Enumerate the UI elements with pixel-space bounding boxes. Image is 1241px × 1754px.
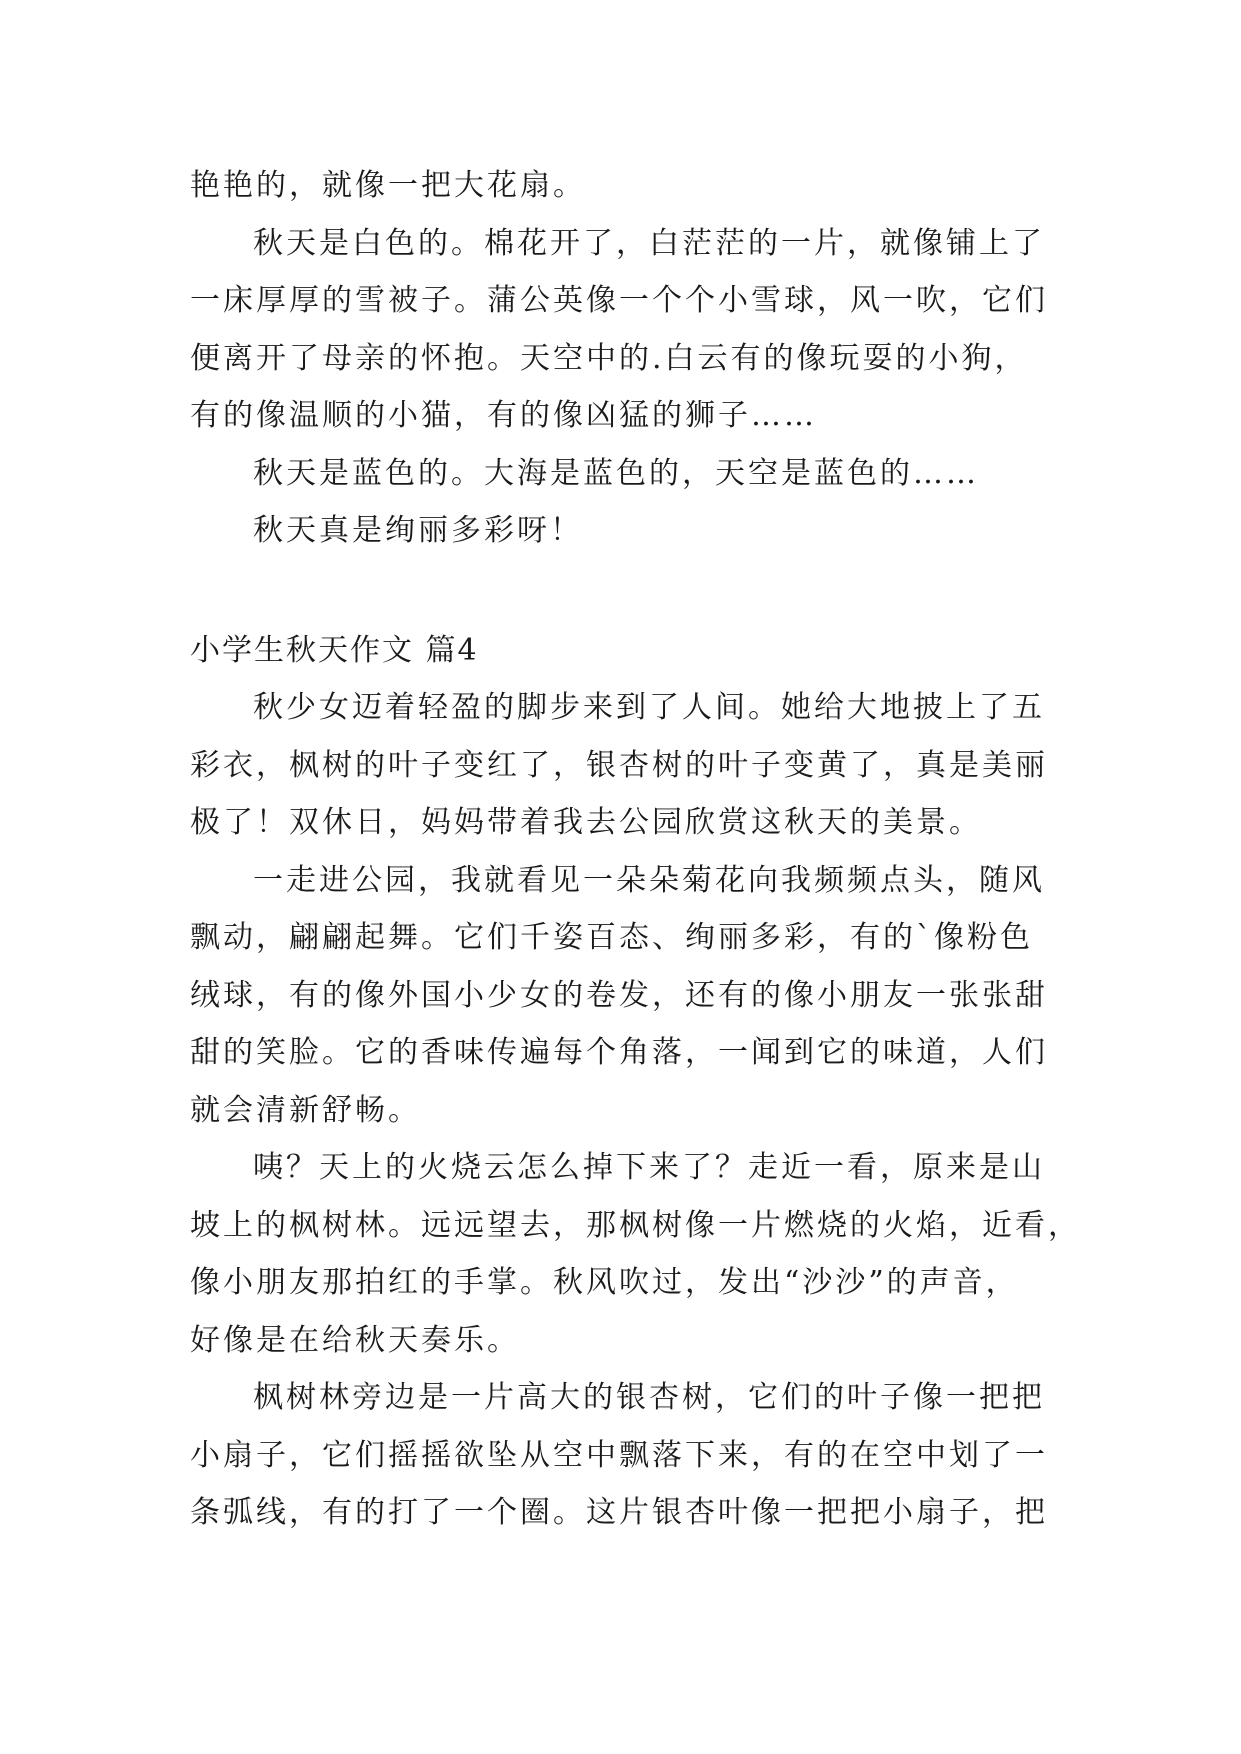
text-line: 就会清新舒畅。 — [190, 1092, 421, 1128]
text-line: 便离开了母亲的怀抱。天空中的.白云有的像玩耍的小狗， — [190, 340, 1028, 376]
text-line: 小扇子，它们摇摇欲坠从空中飘落下来，有的在空中划了一 — [190, 1437, 1048, 1473]
paragraph-start-line: 秋天是白色的。棉花开了，白茫茫的一片，就像铺上了 — [253, 225, 1045, 261]
document-body — [190, 157, 1081, 1542]
paragraph-start-line: 枫树林旁边是一片高大的银杏树，它们的叶子像一把把 — [253, 1380, 1045, 1415]
paragraph-start-line: 一走进公园，我就看见一朵朵菊花向我频频点头，随风 — [253, 862, 1045, 898]
section-spacer — [190, 560, 1070, 622]
text-line: 一床厚厚的雪被子。蒲公英像一个个小雪球，风一吹，它们 — [190, 283, 1048, 318]
text-line: 条弧线，有的打了一个圈。这片银杏叶像一把把小扇子，把 — [190, 1495, 1048, 1530]
text-line: 坡上的枫树林。远远望去，那枫树像一片燃烧的火焰，近看， — [190, 1207, 1081, 1243]
text-line: 好像是在给秋天奏乐。 — [190, 1322, 520, 1358]
text-line: 彩衣，枫树的叶子变红了，银杏树的叶子变黄了，真是美丽 — [190, 747, 1048, 783]
text-line: 像小朋友那拍红的手掌。秋风吹过，发出“沙沙”的声音， — [190, 1265, 1019, 1300]
paragraph-start-line: 咦？天上的火烧云怎么掉下来了？走近一看，原来是山 — [253, 1150, 1045, 1185]
text-line: 艳艳的，就像一把大花扇。 — [190, 168, 586, 203]
paragraph-start-line: 秋天是蓝色的。大海是蓝色的，天空是蓝色的…… — [253, 455, 979, 491]
paragraph-start-line: 秋少女迈着轻盈的脚步来到了人间。她给大地披上了五 — [253, 690, 1045, 725]
paragraph-start-line: 秋天真是绚丽多彩呀！ — [253, 513, 583, 548]
text-line: 有的像温顺的小猫，有的像凶猛的狮子…… — [190, 398, 817, 433]
section-heading: 小学生秋天作文 篇4 — [190, 632, 479, 668]
text-line: 极了！双休日，妈妈带着我去公园欣赏这秋天的美景。 — [190, 805, 982, 840]
text-line: 甜的笑脸。它的香味传遍每个角落，一闻到它的味道，人们 — [190, 1035, 1048, 1070]
text-line: 飘动，翩翩起舞。它们千姿百态、绚丽多彩，有的`像粉色 — [190, 920, 1033, 955]
text-line: 绒球，有的像外国小少女的卷发，还有的像小朋友一张张甜 — [190, 977, 1048, 1013]
